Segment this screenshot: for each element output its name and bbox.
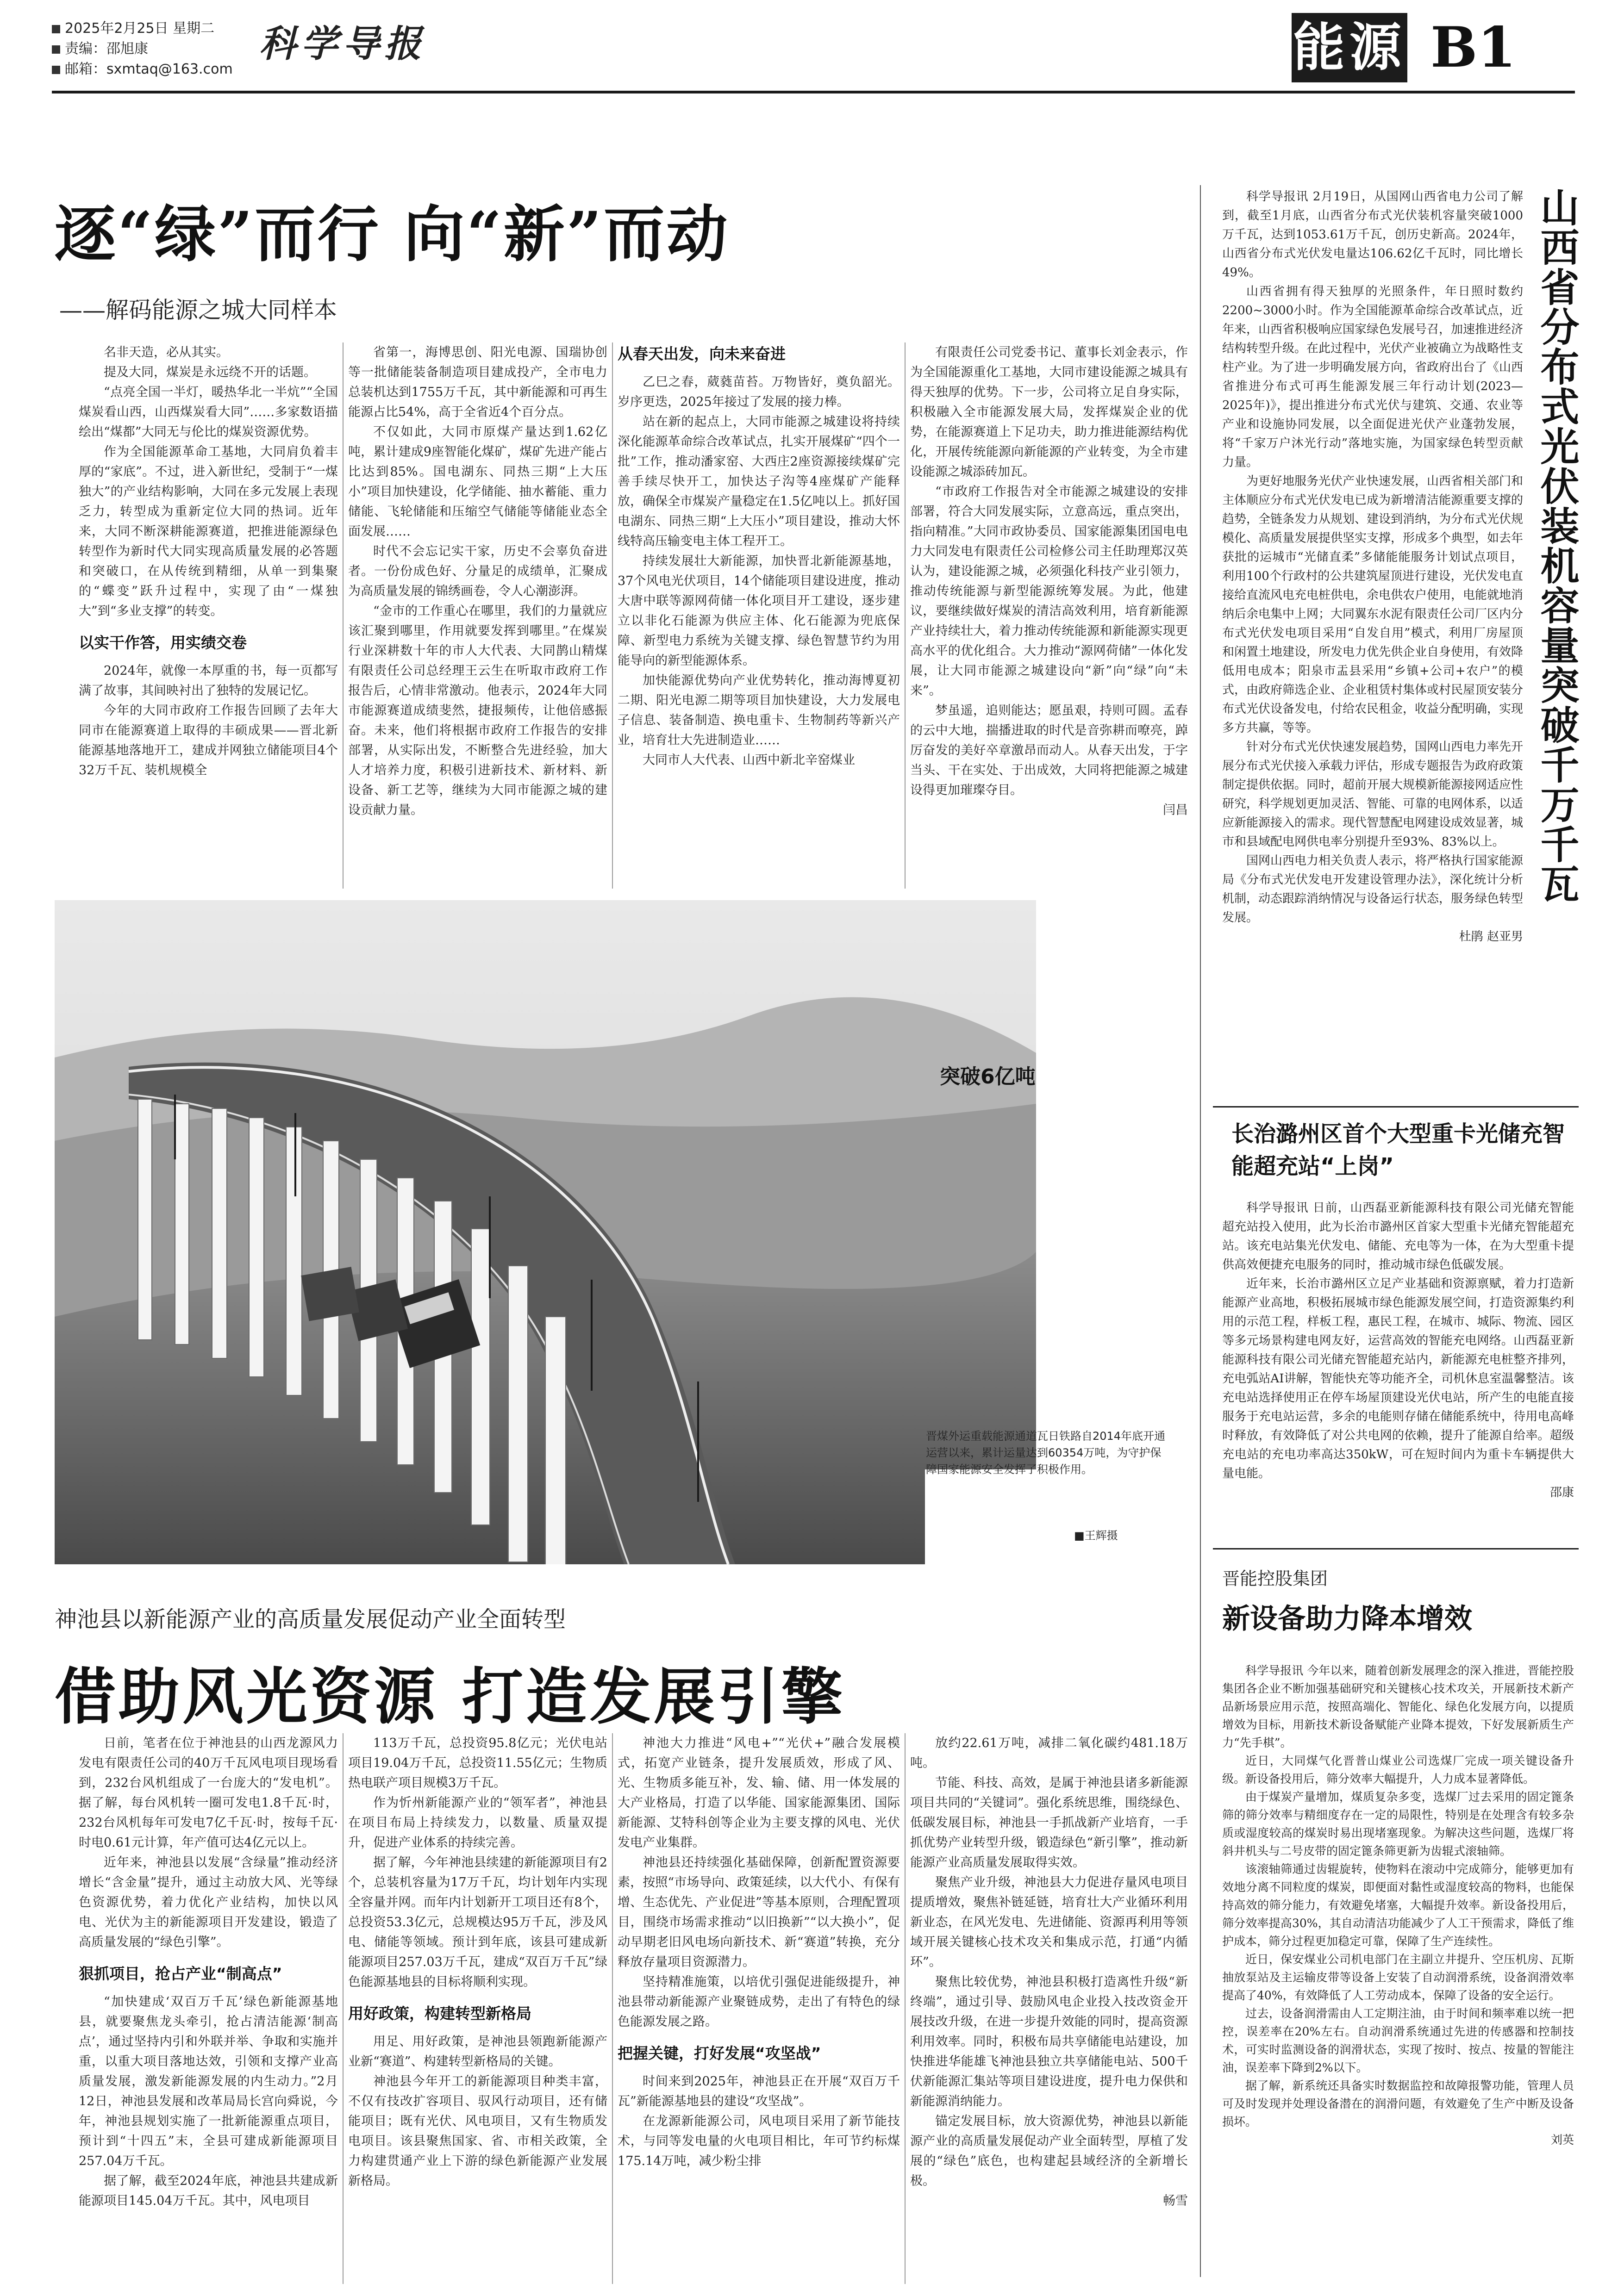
paragraph: 时代不会忘记实干家，历史不会辜负奋进者。一份份成色好、分量足的成绩单，汇聚成为高质量发展的锦绣画卷，令人心潮澎湃。 (348, 544, 607, 598)
jinneng-kicker: 晋能控股集团 (1222, 1568, 1328, 1589)
column-divider (905, 1733, 906, 2284)
paragraph: 神池大力推进“风电+”“光伏+”融合发展模式，拓宽产业链条，提升发展质效，形成了风、光、生物质多能互补，发、输、储、用一体发展的大产业格局，打造了以华能、国家能源集团、国际新能源、艾特科创等企业为主要支撑的风电、光伏发电产业集群。 (618, 1736, 900, 1850)
second-column-1 (79, 1733, 338, 2284)
paragraph: 近日，保安煤业公司机电部门在主副立井提升、空压机房、瓦斯抽放泵站及主运输皮带等设备上安装了自动润滑系统，设备润滑效率提高了40%，有效降低了人工劳动成本，保障了设备的安全运行。 (1222, 1953, 1574, 2002)
paragraph: 节能、科技、高效，是属于神池县诸多新能源项目共同的“关键词”。强化系统思维，围绕绿色、低碳发展目标，神池县一手抓战新产业培育，一手抓优势产业转型升级，锻造绿色“新引擎”，推动新能源产业高质量发展取得实效。 (910, 1776, 1188, 1870)
paragraph: 近年来，神池县以发展“含绿量”推动经济增长“含金量”提升，通过主动放大风、光等绿色资源优势，着力优化产业结构，加快以风电、光伏为主的新能源项目开发建设，锻造了高质量发展的“绿色引擎”。 (79, 1855, 338, 1949)
paragraph: 科学导报讯 今年以来，随着创新发展理念的深入推进，晋能控股集团各企业不断加强基础研究和关键核心技术攻关，开展新技术新产品新场景应用示范，按照高端化、智能化、绿色化发展方向，以提质增效为目标，用新技术新设备赋能产业降本提效，下好发展新质生产力“先手棋”。 (1222, 1664, 1574, 1749)
paragraph: 用足、用好政策，是神池县领跑新能源产业新“赛道”、构建转型新格局的关键。 (348, 2035, 607, 2069)
charging-story-body (1222, 1199, 1574, 1532)
main-column-1 (79, 342, 338, 889)
column-divider (612, 342, 613, 889)
paragraph: 作为全国能源革命工基地，大同肩负着丰厚的“家底”。不过，进入新世纪，受制于“一煤独大”的产业结构影响，大同在多元发展上表现乏力，转型成为重新定位大同的热词。近年来，大同不断深耕能源赛道，把推进能源绿色转型作为新时代大同实现高质量发展的必答题和突破口，在从传统到精细，从单一到集聚的“蝶变”跃升过程中，实现了由“一煤独大”到“多业支撑”的转变。 (79, 445, 338, 618)
paragraph: 大同市人大代表、山西中新北辛窑煤业 (643, 753, 855, 767)
paragraph: 过去，设备润滑需由人工定期注油，由于时间和频率难以统一把控，误差率在20%左右。自动润滑系统通过先进的传感器和控制技术，可实时监测设备的润滑状态，实现了按时、按点、按量的智能注油，误差率下降到2%以下。 (1222, 2007, 1574, 2074)
paragraph: 近日，大同煤气化晋普山煤业公司选煤厂完成一项关键设备升级。新设备投用后，筛分效率大幅提升，人力成本显著降低。 (1222, 1754, 1574, 1786)
paragraph: 山西省拥有得天独厚的光照条件，年日照时数约2200~3000小时。作为全国能源革命综合改革试点，近年来，山西省积极响应国家绿色发展号召，加速推进经济结构转型升级。在此过程中，光伏产业被确立为战略性支柱产业。为了进一步明确发展方向，省政府出台了《山西省推进分布式可再生能源发展三年行动计划(2023—2025年)》，提出推进分布式光伏与建筑、交通、农业等产业和设施协同发展，以全面促进光伏产业蓬勃发展，将“千家万户沐光行动”落地实施，为国家绿色转型贡献力量。 (1222, 285, 1523, 469)
jinneng-story-body (1222, 1661, 1574, 2282)
paragraph: “金市的工作重心在哪里，我们的力量就应该汇聚到哪里，作用就要发挥到哪里。”在煤炭行业深耕数十年的市人大代表、大同鹊山精煤有限责任公司总经理王云生在听取市政府工作报告后，心情非常激动。他表示，2024年大同市能源赛道成绩斐然，捷报频传，让他倍感振奋。未来，他们将根据市政府工作报告的安排部署，从实际出发，不断整合先进经验，加大人才培养力度，积极引进新技术、新材料、新设备、新工艺等，继续为大同市能源之城的建设贡献力量。 (348, 604, 607, 817)
editor-line: 责编：邵旭康 (65, 41, 148, 57)
paragraph: “点亮全国一半灯，暖热华北一半炕”“全国煤炭看山西，山西煤炭看大同”……多家数语描绘出“煤都”大同无与伦比的煤炭资源优势。 (79, 385, 338, 439)
paragraph: 持续发展壮大新能源，加快晋北新能源基地，37个风电光伏项目，14个储能项目建设进度，推动大唐中联等源网荷储一体化项目开工建设，逐步建立以非化石能源为供应主体、化石能源为兜底保障、新型电力系统为关键支撑、绿色智慧节约为用能导向的新型能源体系。 (618, 554, 900, 668)
paragraph: 放约22.61万吨，减排二氧化碳约481.18万吨。 (910, 1736, 1188, 1770)
paragraph: 梦虽遥，追则能达；愿虽艰，持则可圆。孟春的云中大地，揣播进取的时代是音弥耕而嘹亮，踔厉奋发的美好卒章激昂而动人。从春天出发，于字当头、干在实处、于出成效，大同将把能源之城建设得更加璀璨夺目。 (910, 703, 1188, 797)
section-badge (1292, 13, 1407, 82)
paragraph: 神池县还持续强化基础保障，创新配置资源要素，按照“市场导向、政策延续，以大代小、有保有增、生态优先、产业促进”等基本原则，合理配置项目，围绕市场需求推动“以旧换新”“以大换小”，促动早期老旧风电场向新技术、新“赛道”转换，充分释放存量项目资源潜力。 (618, 1855, 900, 1969)
byline: 畅雪 (1163, 2194, 1188, 2208)
jinneng-headline: 新设备助力降本增效 (1222, 1603, 1472, 1635)
paragraph: 今年的大同市政府工作报告回顾了去年大同市在能源赛道上取得的丰硕成果——晋北新能源基地落地开工，建成并网独立储能项目4个32万千瓦、装机规模全 (79, 703, 338, 778)
paper-name-logo: 科学导报 (259, 22, 426, 65)
railway-photo (55, 900, 1036, 1564)
main-headline: 逐“绿”而行 向“新”而动 (55, 199, 730, 270)
section-subhead: 以实干作答，用实绩交卷 (79, 634, 247, 652)
paragraph: 时间来到2025年，神池县正在开展“双百万千瓦”新能源基地县的建设“攻坚战”。 (618, 2074, 900, 2109)
sidebar-divider (1200, 185, 1201, 2277)
section-subhead: 用好政策，构建转型新格局 (348, 2004, 531, 2022)
paragraph: 神池县今年开工的新能源项目种类丰富，不仅有技改扩容项目、驭风行动项目，还有储能项目；既有光伏、风电项目，又有生物质发电项目。该县聚焦国家、省、市相关政策，全力构建贯通产业上下游的绿色新能源产业发展新格局。 (348, 2074, 607, 2188)
section-subhead: 从春天出发，向未来奋进 (618, 345, 786, 363)
main-column-2 (348, 342, 607, 889)
masthead-meta (52, 19, 233, 80)
charging-headline: 长治潞州区首个大型重卡光储充智能超充站“上岗” (1231, 1121, 1565, 1179)
second-headline: 借助风光资源 打造发展引擎 (55, 1661, 845, 1733)
paragraph: 不仅如此，大同市原煤产量达到1.62亿吨，累计建成9座智能化煤矿，煤矿先进产能占比达到85%。国电湖东、同热三期“上大压小”项目加快建设，化学储能、抽水蓄能、重力储能、飞轮储能和压缩空气储能等储能业态全面发展…… (348, 425, 607, 539)
email-line: 邮箱：sxmtaq@163.com (65, 61, 233, 77)
section-subhead: 狠抓项目，抢占产业“制高点” (79, 1965, 282, 1983)
byline: 邵康 (1549, 1486, 1574, 1500)
second-kicker: 神池县以新能源产业的高质量发展促动产业全面转型 (55, 1606, 566, 1632)
byline: 刘英 (1550, 2133, 1574, 2147)
paragraph: 作为忻州新能源产业的“领军者”，神池县在项目布局上持续发力，以数量、质量双提升，促进产业体系的持续完善。 (348, 1796, 607, 1850)
paragraph: 站在新的起点上，大同市能源之城建设将持续深化能源革命综合改革试点，扎实开展煤矿“四个一批”工作，推动潘家窑、大西庄2座资源接续煤矿完善手续尽快开工，加快达子沟等4座煤矿产能释放，确保全市煤炭产量稳定在1.5亿吨以上。抓好国电湖东、同热三期“上大压小”项目建设，推动大怀线特高压输变电主体工程开工。 (618, 415, 900, 548)
column-divider (612, 1733, 613, 2284)
paragraph: 为更好地服务光伏产业快速发展，山西省相关部门和主体顺应分布式光伏发电已成为新增清洁能源重要支撑的趋势，全链条发力从规划、建设到消纳，为分布式光伏规模化、高质量发展提供坚实支撑，形成多个典型，如去年获批的运城市“光储直柔”多储能能服务计划试点项目，利用100个行政村的公共建筑屋顶进行建设，光伏发电直接给直流风电充电桩供电，余电供农户使用，电能就地消纳后余电集中上网；大同翼东水泥有限责任公司厂区内分布式光伏发电项目采用“自发自用”模式，利用厂房屋顶和闲置土地建设，所发电力优先供企业自身使用，有效降低用电成本；阳泉市盂县采用“乡镇+公司+农户”的模式，由政府筛选企业、企业租赁村集体或村民屋顶安装分布式光伏设备发电，付给农民租金，收益分配明确，实现多方共赢，等等。 (1222, 474, 1523, 735)
byline: 闫昌 (1163, 803, 1188, 817)
paragraph: 提及大同，煤炭是永远绕不开的话题。 (104, 365, 316, 380)
paragraph: “加快建成‘双百万千瓦’绿色新能源基地县，就要聚焦龙头牵引，抢占清洁能源‘制高点’，通过坚持内引和外联并举、争取和实施并重，以重大项目落地达效，引领和支撑产业高质量发展，激发新能源发展的内生动力。”2月12日，神池县发展和改革局局长宫向舜说，今年，神池县规划实施了一批新能源重点项目，预计到“十四五”末，全县可建成新能源项目257.04万千瓦。 (79, 1995, 338, 2168)
sidebar-rule (1213, 1548, 1579, 1549)
page-number: B1 (1430, 15, 1516, 80)
paragraph: 名非天造，必从其实。 (104, 345, 229, 360)
photo-credit: ■王辉摄 (1074, 1529, 1118, 1542)
column-divider (905, 342, 906, 889)
second-column-3 (618, 1733, 900, 2284)
railway-photo-illustration (55, 900, 1036, 1564)
paragraph: 聚焦产业升级，神池县大力促进存量风电项目提质增效，聚焦补链延链，培育壮大产业循环利用新业态，在风光发电、先进储能、资源再利用等领域开展关键核心技术攻关和集成示范，打通“内循环”。 (910, 1875, 1188, 1969)
photo-caption: 晋煤外运重载能源通道瓦日铁路自2014年底开通运营以来，累计运量达到60354万吨，为守护保障国家能源安全发挥了积极作用。 (926, 1430, 1166, 1476)
photo-headline: 突破6亿吨 (940, 1065, 1036, 1089)
paragraph: 该滚轴筛通过齿辊旋转，使物料在滚动中完成筛分，能够更加有效地分离不同粒度的煤炭，即便面对黏性或湿度较高的物料，也能保持高效的筛分能力，有效避免堵塞，大幅提升效率。新设备投用后，筛分效率提高30%，其自动清洁功能减少了人工干预需求，降低了维护成本，筛分过程更加稳定可靠，保障了生产连续性。 (1222, 1862, 1574, 1948)
issue-date: 2025年2月25日 星期二 (65, 20, 215, 37)
paragraph: 锚定发展目标，放大资源优势，神池县以新能源产业的高质量发展促动产业全面转型，厚植了发展的“绿色”底色，也构建起县域经济的全新增长极。 (910, 2114, 1188, 2188)
paragraph: 日前，笔者在位于神池县的山西龙源风力发电有限责任公司的40万千瓦风电项目现场看到，232台风机组成了一台庞大的“发电机”。据了解，每台风机转一圈可发电1.8千瓦·时，232台风机每年可发电7亿千瓦·时，按每千瓦·时电0.61元计算，年产值可达4亿元以上。 (79, 1736, 338, 1850)
second-column-2 (348, 1733, 607, 2284)
column-divider (343, 1733, 344, 2284)
paragraph: 科学导报讯 2月19日，从国网山西省电力公司了解到，截至1月底，山西省分布式光伏装机容量突破1000万千瓦，达到1053.61万千瓦，创历史新高。2024年，山西省分布式光伏发电量达106.62亿千瓦时，同比增长49%。 (1222, 190, 1523, 280)
paragraph: 坚持精准施策，以培优引强促进能级提升，神池县带动新能源产业聚链成势，走出了有特色的绿色能源发展之路。 (618, 1975, 900, 2029)
paragraph: 加快能源优势向产业优势转化，推动海博夏初二期、阳光电源二期等项目加快建设，大力发展电子信息、装备制造、换电重卡、生物制药等新兴产业，培育壮大先进制造业…… (618, 673, 900, 747)
pv-story-headline: 山西省分布式光伏装机容量突破千万千瓦 (1534, 187, 1580, 904)
sidebar-rule (1213, 1106, 1579, 1108)
paragraph: 113万千瓦，总投资95.8亿元；光伏电站项目19.04万千瓦，总投资11.55亿元；生物质热电联产项目规模3万千瓦。 (348, 1736, 607, 1790)
paragraph: “市政府工作报告对全市能源之城建设的安排部署，符合大同发展实际，立意高远，重点突出，指向精准。”大同市政协委员、国家能源集团国电电力大同发电有限责任公司检修公司主任助理郑汉英认为，建设能源之城，必须强化科技产业引领力，推动传统能源与新型能源统筹发展。为此，他建议，要继续做好煤炭的清洁高效利用，培育新能源产业持续壮大，着力推动传统能源和新能源实现更高水平的优化组合。大力推动“源网荷储”一体化发展，让大同市能源之城建设向“新”向“绿”向“未来”。 (910, 485, 1188, 698)
byline: 杜鹃 赵亚男 (1459, 930, 1523, 944)
pv-story-body (1222, 187, 1523, 1097)
main-subheadline: ——解码能源之城大同样本 (59, 297, 337, 324)
main-column-4 (910, 342, 1188, 889)
paragraph: 有限责任公司党委书记、董事长刘金表示，作为全国能源重化工基地，大同市建设能源之城具有得天独厚的优势。下一步，公司将立足自身实际，积极融入全市能源发展大局，发挥煤炭企业的优势，在能源赛道上下足功夫，助力推进能源结构优化，开展传统能源向新能源的产业转变，为全市建设能源之城添砖加瓦。 (910, 345, 1188, 479)
paragraph: 科学导报讯 日前，山西磊亚新能源科技有限公司光储充智能超充站投入使用，此为长治市潞州区首家大型重卡光储充智能超充站。该充电站集光伏发电、储能、充电等为一体，在为大型重卡提供高效便捷充电服务的同时，推动城市绿色低碳发展。 (1222, 1201, 1574, 1272)
paragraph: 近年来，长治市潞州区立足产业基础和资源禀赋，着力打造新能源产业高地，积极拓展城市绿色能源发展空间，打造资源集约利用的示范工程，样板工程，惠民工程，在城市、城际、物流、园区等多元场景构建电网友好，运营高效的智能充电网络。山西磊亚新能源科技有限公司光储充智能超充站内，新能源充电桩整齐排列，充电弧站AI讲解，智能快充等功能齐全，司机休息室温馨整洁。该充电站选择使用正在停车场屋顶建设光伏电站，所产生的电能直接服务于充电站运营，多余的电能则存储在储能系统中，待用电高峰时释放，有效降低了对公共电网的依赖，提升了能源自给率。超级充电站的充电功率高达350kW，可在短时间内为重卡车辆提供大量电能。 (1222, 1277, 1574, 1481)
section-label: 能源 (1293, 17, 1406, 78)
main-column-3 (618, 342, 900, 889)
second-column-4 (910, 1733, 1188, 2284)
paragraph: 由于煤炭产量增加，煤质复杂多变，选煤厂过去采用的固定篦条筛的筛分效率与精细度存在一定的局限性，特别是在处理含有较多杂质或湿度较高的煤炭时易出现堵塞现象。为解决这些问题，选煤厂将斜井机头与二号皮带的固定篦条筛更新为齿辊式滚轴筛。 (1222, 1790, 1574, 1858)
paragraph: 省第一，海博思创、阳光电源、国瑞协创等一批储能装备制造项目建成投产，全市电力总装机达到1755万千瓦，其中新能源和可再生能源占比54%，高于全省近4个百分点。 (348, 345, 607, 419)
paragraph: 聚焦比较优势，神池县积极打造离性升级“新终端”，通过引导、鼓励风电企业投入技改资金开展技改升级，在进一步提升效能的同时，提高资源利用效率。同时，积极布局共享储能电站建设，加快推进华能雄飞神池县独立共享储能电站、500千伏新能源汇集站等项目建设进度，提升电力保供和新能源消纳能力。 (910, 1975, 1188, 2109)
paragraph: 据了解，今年神池县续建的新能源项目有2个，总装机容量为17万千瓦，均计划年内实现全容量并网。而年内计划新开工项目还有8个，总投资53.3亿元，总规模达95万千瓦，涉及风电、储能等领域。预计到年底，该县可建成新能源项目257.03万千瓦，建成“双百万千瓦”绿色能源基地县的目标将顺利实现。 (348, 1855, 607, 1989)
paragraph: 2024年，就像一本厚重的书，每一页都写满了故事，其间映衬出了独特的发展记忆。 (79, 664, 338, 698)
paragraph: 国网山西电力相关负责人表示，将严格执行国家能源局《分布式光伏发电开发建设管理办法》，深化统计分析机制，动态跟踪消纳情况与设备运行状态，服务绿色转型发展。 (1222, 854, 1523, 925)
bullet-icon (52, 25, 60, 33)
bullet-icon (52, 66, 60, 74)
paragraph: 乙巳之春，葳蕤苗苔。万物皆好，奠负韶光。岁序更迭，2025年接过了发展的接力棒。 (618, 375, 900, 409)
paragraph: 据了解，截至2024年底，神池县共建成新能源项目145.04万千瓦。其中，风电项目 (79, 2174, 338, 2208)
section-subhead: 把握关键，打好发展“攻坚战” (618, 2044, 821, 2062)
paragraph: 针对分布式光伏快速发展趋势，国网山西电力率先开展分布式光伏接入承载力评估，形成专题报告为政府政策制定提供依据。同时，超前开展大规模新能源接网适应性研究，科学规划更加灵活、智能、可靠的电网体系，以适应新能源接入的需求。现代智慧配电网建设成效显著，城市和县域配电网供电率分别提升至93%、83%以上。 (1222, 740, 1523, 849)
bullet-icon (52, 45, 60, 54)
header-rule (52, 91, 1575, 93)
paragraph: 在龙源新能源公司，风电项目采用了新节能技术，与同等发电量的火电项目相比，年可节约标煤175.14万吨，减少粉尘排 (618, 2114, 900, 2168)
paragraph: 据了解，新系统还具备实时数据监控和故障报警功能，管理人员可及时发现并处理设备潜在的润滑问题，有效避免了生产中断及设备损坏。 (1222, 2079, 1574, 2128)
column-divider (343, 342, 344, 889)
